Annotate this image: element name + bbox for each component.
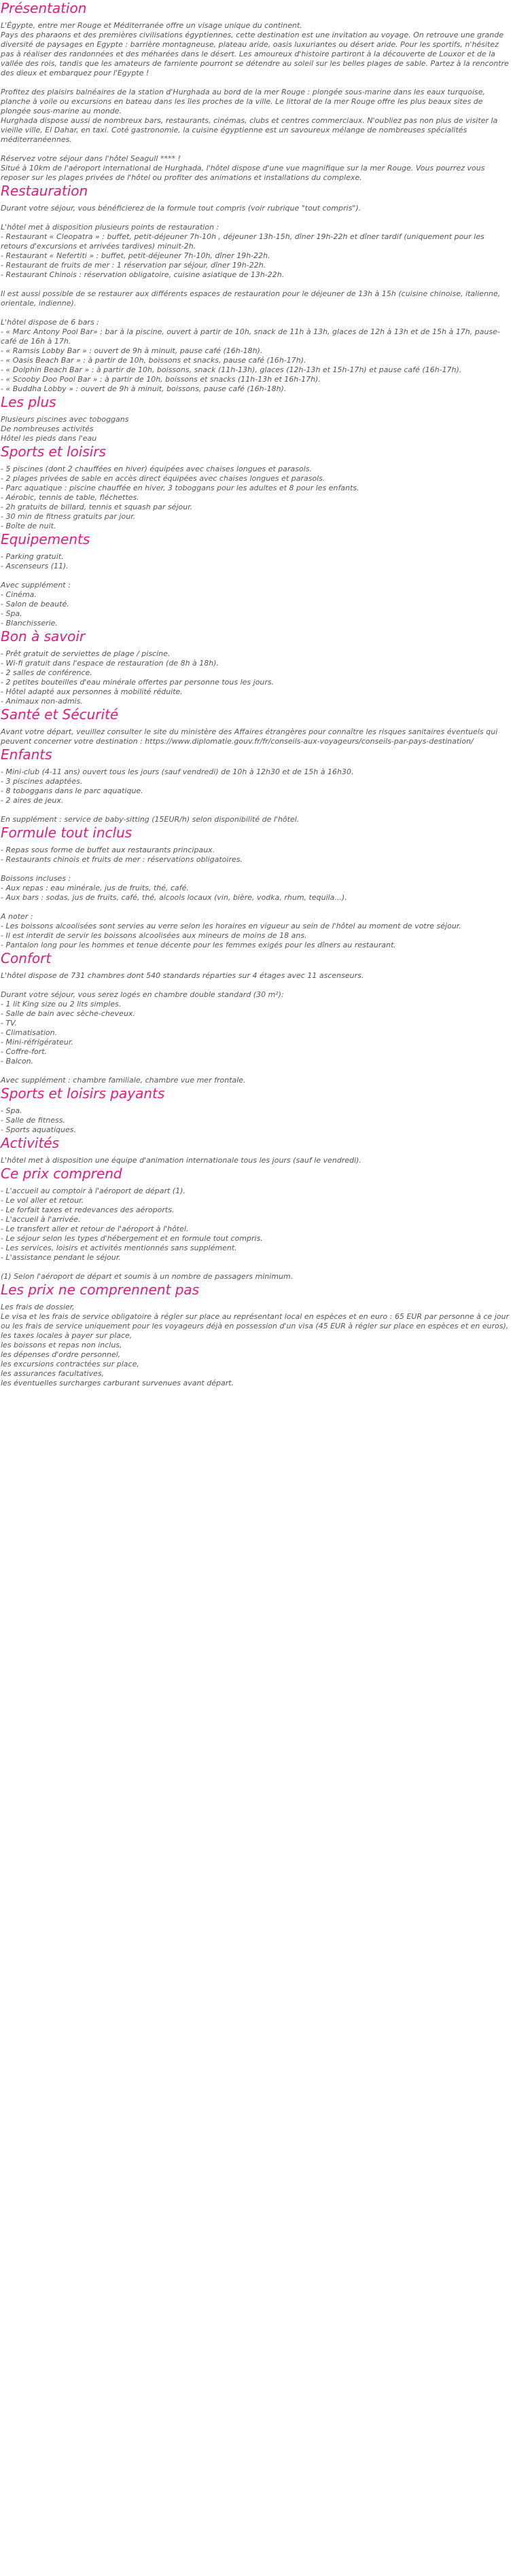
section-sante [1,706,510,746]
text-line: les assurances facultatives, [1,1369,105,1378]
text-line: Il est aussi possible de se restaurer aux différents espaces de restauration pour le déjeuner de 13h à 15h (cuisine chinoise, italienne, orientale, indienne). [1,289,501,308]
text-line: - 5 piscines (dont 2 chauffées en hiver) équipées avec chaises longues et parasols. [1,465,313,473]
text-line: - Le vol aller et retour. [1,1196,84,1205]
text-line: Hurghada dispose aussi de nombreux bars, restaurants, cinémas, clubs et centres commerciaux. N'oubliez pas non plus de visiter la vieille ville, El Dahar, en taxi. Coté gastronomie, la cuisine égyptienne est un savoureux mélange de nombreuses spécialités méditerranéennes. [1,116,498,144]
section-enfants [1,746,510,824]
text-line: Hôtel les pieds dans l'eau [1,434,97,443]
text-line: - Les services, loisirs et activités mentionnés sans supplément. [1,1244,237,1252]
text-line: - Aérobic, tennis de table, fléchettes. [1,493,139,502]
section-title-plus: Les plus [1,394,56,410]
text-line: Avec supplément : [1,581,71,589]
text-line: - Salle de bain avec sèche-cheveux. [1,1009,135,1018]
text-line: - Restaurant « Nefertiti » : buffet, petit-déjeuner 7h-10h, dîner 19h-22h. [1,251,270,260]
paragraph-spacer [1,805,510,815]
section-plus [1,394,510,443]
text-line: - L'assistance pendant le séjour. [1,1253,121,1262]
text-line: - Restaurant de fruits de mer : 1 réservation par séjour, dîner 19h-22h. [1,261,266,270]
text-line: De nombreuses activités [1,424,94,433]
section-formule [1,824,510,950]
section-bon-a-savoir [1,628,510,706]
text-line: - Pantalon long pour les hommes et tenue décente pour les femmes exigés pour les dîners au restaurant. [1,941,396,949]
text-line: - Spa. [1,1106,22,1115]
text-line: (1) Selon l'aéroport de départ et soumis à un nombre de passagers minimum. [1,1272,294,1281]
text-line: - Blanchisserie. [1,619,58,628]
section-equipements [1,531,510,628]
section-title-restauration: Restauration [1,183,88,199]
text-line: L'hôtel met à disposition une équipe d'animation internationale tous les jours (sauf le vendredi). [1,1156,361,1165]
text-line: - Wi-fi gratuit dans l'espace de restauration (de 8h à 18h). [1,659,219,668]
text-line: Les frais de dossier, [1,1303,75,1311]
text-line: - Salle de fitness. [1,1116,65,1125]
text-line: les boissons et repas non inclus, [1,1341,122,1349]
section-title-prix-ne-comprend: Les prix ne comprennent pas [1,1282,200,1298]
text-line: Le visa et les frais de service obligatoire à régler sur place au représentant local en espèces et en euro : 65 EUR par personne à ce jour ou les frais de service uniquement pour les voyageurs déjà en possession d'un visa (45 EUR à régler sur place en espèces et en euros), [1,1312,510,1330]
text-line: - Il est interdit de servir les boissons alcoolisées aux mineurs de moins de 18 ans. [1,931,307,940]
text-line: - 2 salles de conférence. [1,668,92,677]
paragraph-spacer [1,145,510,154]
text-line: - « Ramsis Lobby Bar » : ouvert de 9h à minuit, pause café (16h-18h). [1,346,263,355]
text-line: - Mini-réfrigérateur. [1,1038,73,1047]
text-line: - L'accueil à l'arrivée. [1,1215,81,1224]
text-line: Plusieurs piscines avec toboggans [1,415,129,424]
paragraph-spacer [1,280,510,289]
text-line: - Spa. [1,609,22,618]
text-line: - Cinéma. [1,590,37,599]
text-line: - L'accueil au comptoir à l'aéroport de départ (1). [1,1186,185,1195]
text-line: - Repas sous forme de buffet aux restaurants principaux. [1,846,215,854]
section-sports-payants [1,1085,510,1135]
text-line: - 3 piscines adaptées. [1,777,83,786]
text-line: Avant votre départ, veuillez consulter le site du ministère des Affaires étrangères pour connaître les risques sanitaires éventuels qui peuvent concerner votre destination : https://www.diplomatie.gouv.fr/fr/conseils-aux-voyageurs/conseils-par-pays-destination/ [1,727,498,746]
text-line: Durant votre séjour, vous serez logés en chambre double standard (30 m²): [1,990,284,999]
text-line: - 2 petites bouteilles d'eau minérale offertes par personne tous les jours. [1,678,274,687]
paragraph-spacer [1,308,510,318]
text-line: - 1 lit King size ou 2 lits simples. [1,1000,122,1009]
paragraph-spacer [1,865,510,874]
text-line: - Le forfait taxes et redevances des aéroports. [1,1205,175,1214]
text-line: - Aux repas : eau minérale, jus de fruits, thé, café. [1,884,189,892]
text-line: - Hôtel adapté aux personnes à mobilité réduite. [1,687,183,696]
text-line: - Mini-club (4-11 ans) ouvert tous les jours (sauf vendredi) de 10h à 12h30 et de 15h à 16h30. [1,767,354,776]
section-title-activites: Activités [1,1135,60,1151]
section-title-presentation: Présentation [1,0,87,16]
section-title-formule: Formule tout inclus [1,824,132,841]
text-line: Avec supplément : chambre familiale, chambre vue mer frontale. [1,1076,246,1085]
text-line: - Restaurant « Cleopatra » : buffet, petit-déjeuner 7h-10h , déjeuner 13h-15h, dîner 19h-22h et dîner tardif (uniquement pour les retours d'excursions et arrivées tardives) minuit-2h. [1,232,484,251]
section-sports [1,443,510,531]
section-prix-comprend [1,1165,510,1282]
section-prix-ne-comprend [1,1282,510,1388]
text-line: - Les boissons alcoolisées sont servies au verre selon les horaires en vigueur au sein de l'hôtel au moment de votre séjour. [1,922,461,930]
text-line: - Salon de beauté. [1,600,69,609]
text-line: Boissons incluses : [1,874,71,883]
text-line: - Boîte de nuit. [1,522,56,530]
section-activites [1,1135,510,1165]
text-line: L'Égypte, entre mer Rouge et Méditerranée offre un visage unique du continent. [1,21,302,30]
section-presentation [1,0,510,183]
text-line: En supplément : service de baby-sitting (15EUR/h) selon disponibilité de l'hôtel. [1,815,300,824]
text-line: - « Marc Antony Pool Bar» : bar à la piscine, ouvert à partir de 10h, snack de 11h à 13h, glaces de 12h à 13h et de 15h à 17h, pause-café de 16h à 17h. [1,327,500,346]
text-line: Situé à 10km de l'aéroport international de Hurghada, l'hôtel dispose d'une vue magnifique sur la mer Rouge. Vous pourrez vous reposer sur les plages privées de l'hôtel ou profiter des animations et installations du complexe. [1,164,485,182]
paragraph-spacer [1,1066,510,1076]
text-line: - Restaurants chinois et fruits de mer : réservations obligatoires. [1,855,243,864]
text-line: - 8 toboggans dans le parc aquatique. [1,786,143,795]
section-title-sante: Santé et Sécurité [1,706,119,723]
text-line: - « Dolphin Beach Bar » : à partir de 10h, boissons, snack (11h-13h), glaces (12h-13h et 15h-17h) et pause café (16h-17h). [1,365,462,374]
section-title-sports: Sports et loisirs [1,443,106,460]
paragraph-spacer [1,571,510,581]
text-line: - Parc aquatique : piscine chauffée en hiver, 3 toboggans pour les adultes et 8 pour les enfants. [1,484,359,492]
text-line: L'hôtel dispose de 6 bars : [1,318,99,327]
text-line: A noter : [1,912,33,921]
text-line: - Ascenseurs (11). [1,562,69,570]
text-line: - 30 min de fitness gratuits par jour. [1,512,136,521]
text-line: Profitez des plaisirs balnéaires de la station d'Hurghada au bord de la mer Rouge : plongée sous-marine dans les eaux turquoise, planche à voile ou excursions en bateau dans les îles proches de la ville. Le littoral de la mer Rouge offre les plus beaux sites de plongée sous-marine au monde. [1,88,486,115]
text-line: - Le séjour selon les types d'hébergement et en formule tout compris. [1,1234,263,1243]
text-line: les excursions contractées sur place, [1,1360,139,1368]
text-line: - « Scooby Doo Pool Bar » : à partir de 10h, boissons et snacks (11h-13h et 16h-17h). [1,375,321,384]
section-title-equipements: Equipements [1,531,90,547]
text-line: Durant votre séjour, vous bénéficierez de la formule tout compris (voir rubrique "tout compris"). [1,204,361,213]
section-title-bon-a-savoir: Bon à savoir [1,628,86,645]
section-title-enfants: Enfants [1,746,52,763]
text-line: - « Buddha Lobby » : ouvert de 9h à minuit, boissons, pause café (16h-18h). [1,384,287,393]
text-line: les taxes locales à payer sur place, [1,1331,132,1340]
text-line: L'hôtel met à disposition plusieurs points de restauration : [1,223,219,232]
text-line: - Sports aquatiques. [1,1125,76,1134]
text-line: les éventuelles surcharges carburant survenues avant départ. [1,1379,234,1387]
text-line: - Prêt gratuit de serviettes de plage / piscine. [1,649,171,658]
text-line: - Animaux non-admis. [1,697,83,706]
section-title-prix-comprend: Ce prix comprend [1,1165,122,1182]
paragraph-spacer [1,78,510,88]
section-title-confort: Confort [1,950,52,966]
text-line: - Le transfert aller et retour de l'aéroport à l'hôtel. [1,1224,189,1233]
section-confort [1,950,510,1085]
text-line: - Aux bars : sodas, jus de fruits, café, thé, alcools locaux (vin, bière, vodka, rhum, tequila...). [1,893,347,902]
text-line: - Parking gratuit. [1,552,64,561]
text-line: - 2h gratuits de billard, tennis et squash par séjour. [1,503,193,511]
paragraph-spacer [1,213,510,223]
paragraph-spacer [1,903,510,912]
text-line: - 2 plages privées de sable en accès direct équipées avec chaises longues et parasols. [1,474,325,483]
text-line: - Restaurant Chinois : réservation obligatoire, cuisine asiatique de 13h-22h. [1,270,285,279]
text-line: - « Oasis Beach Bar » : à partir de 10h, boissons et snacks, pause café (16h-17h). [1,356,306,365]
text-line: - Climatisation. [1,1028,58,1037]
text-line: Pays des pharaons et des premières civilisations égyptiennes, cette destination est une invitation au voyage. On retrouve une grande diversité de paysages en Egypte : barrière montagneuse, plateau aride, oasis luxuriantes ou désert aride. Pour les sportifs, n'hésitez pas à réaliser des randonnées et des méharées dans le désert. Les amoureux d'histoire partiront à la découverte de Louxor et de la vallée des rois, tandis que les amateurs de farniente pourront se détendre au soleil sur les belles plages de sable. Partez à la rencontre des dieux et embarquez pour l'Egypte ! [1,31,509,77]
section-restauration [1,183,510,394]
section-title-sports-payants: Sports et loisirs payants [1,1085,165,1102]
paragraph-spacer [1,1263,510,1272]
text-line: L'hôtel dispose de 731 chambres dont 540 standards réparties sur 4 étages avec 11 ascenseurs. [1,971,364,980]
text-line: Réservez votre séjour dans l'hôtel Seagull **** ! [1,154,181,163]
text-line: - TV. [1,1019,17,1028]
text-line: - Coffre-fort. [1,1047,48,1056]
text-line: - 2 aires de jeux. [1,796,64,805]
paragraph-spacer [1,981,510,990]
text-line: les dépenses d'ordre personnel, [1,1350,121,1359]
text-line: - Balcon. [1,1057,34,1066]
